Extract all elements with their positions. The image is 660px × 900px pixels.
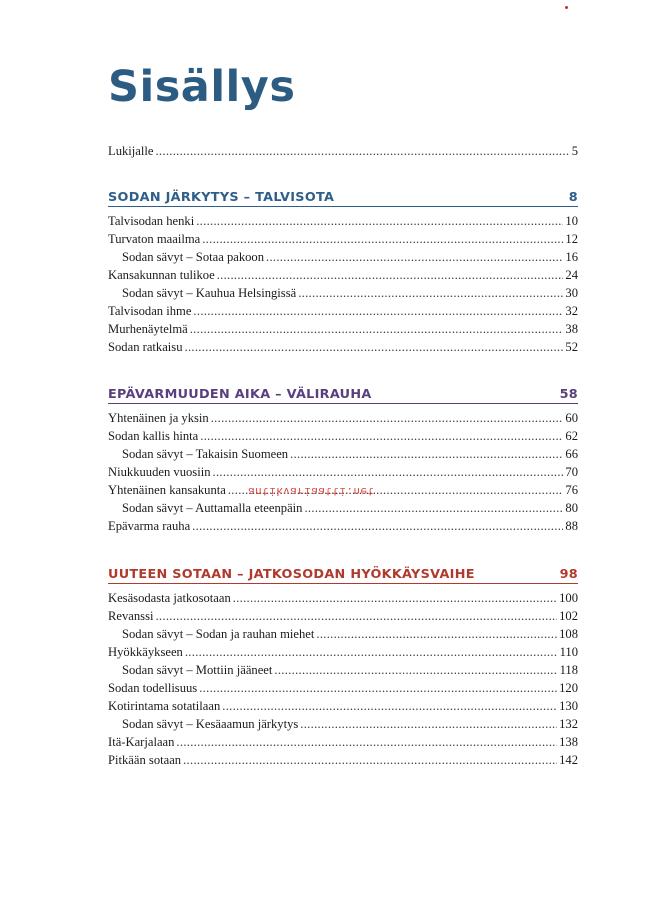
entry-label: Pitkään sotaan [108, 753, 182, 767]
leader-dots [192, 518, 563, 534]
leader-dots [298, 285, 563, 301]
entry-page: 70 [565, 465, 578, 479]
leader-dots [190, 321, 564, 337]
leader-dots [176, 734, 557, 750]
toc-subentry[interactable] [122, 716, 578, 732]
entry-label: Yhtenäinen ja yksin [108, 411, 209, 425]
entry-page: 138 [559, 735, 578, 749]
leader-dots [196, 213, 563, 229]
toc-entry[interactable] [108, 231, 578, 247]
entry-page: 5 [571, 144, 578, 158]
section-title: UUTEEN SOTAAN – JATKOSODAN HYÖKKÄYSVAIHE [108, 567, 475, 582]
toc-entry[interactable] [108, 339, 578, 355]
entry-label: Sodan sävyt – Kauhua Helsingissä [122, 286, 297, 300]
entry-page: 142 [559, 753, 578, 767]
section-page: 98 [559, 567, 578, 582]
toc-entry[interactable] [108, 303, 578, 319]
entry-page: 10 [565, 214, 578, 228]
entry-label: Itä-Karjalaan [108, 735, 175, 749]
toc-entry[interactable] [108, 680, 578, 696]
section-heading-jatkosota[interactable] [108, 567, 578, 584]
entry-page: 60 [565, 411, 578, 425]
toc-subentry[interactable] [122, 249, 578, 265]
entry-page: 102 [559, 609, 578, 623]
toc-subentry[interactable] [122, 500, 578, 516]
entry-label: Epävarma rauha [108, 519, 191, 533]
toc-subentry[interactable] [122, 446, 578, 462]
entry-label: Hyökkäykseen [108, 645, 183, 659]
leader-dots [316, 626, 557, 642]
entry-page: 66 [565, 447, 578, 461]
leader-dots [217, 267, 564, 283]
leader-dots [155, 608, 557, 624]
seller-stamp: antikvariaatti.net [248, 485, 375, 498]
leader-dots [290, 446, 563, 462]
toc-entry[interactable] [108, 752, 578, 768]
toc-entry[interactable] [108, 464, 578, 480]
entry-label: Sodan sävyt – Kesäaamun järkytys [122, 717, 299, 731]
leader-dots [185, 644, 558, 660]
entry-label: Sodan sävyt – Takaisin Suomeen [122, 447, 289, 461]
entry-page: 24 [565, 268, 578, 282]
entry-label: Kotirintama sotatilaan [108, 699, 221, 713]
toc-subentry[interactable] [122, 626, 578, 642]
toc-entry[interactable] [108, 590, 578, 606]
leader-dots [185, 339, 564, 355]
entry-page: 30 [565, 286, 578, 300]
toc-entry[interactable] [108, 428, 578, 444]
toc-entry[interactable] [108, 644, 578, 660]
leader-dots [300, 716, 557, 732]
leader-dots [211, 410, 564, 426]
leader-dots [274, 662, 557, 678]
entry-label: Talvisodan henki [108, 214, 195, 228]
leader-dots [200, 428, 563, 444]
entry-page: 88 [565, 519, 578, 533]
leader-dots [233, 590, 557, 606]
entry-page: 80 [565, 501, 578, 515]
entry-page: 38 [565, 322, 578, 336]
leader-dots [155, 143, 569, 159]
toc-subentry[interactable] [122, 285, 578, 301]
entry-page: 130 [559, 699, 578, 713]
page-title: Sisällys [108, 62, 296, 112]
entry-page: 52 [565, 340, 578, 354]
section-page: 58 [559, 387, 578, 402]
leader-dots [193, 303, 563, 319]
entry-page: 76 [565, 483, 578, 497]
toc-entry[interactable] [108, 321, 578, 337]
toc-entry[interactable] [108, 608, 578, 624]
entry-page: 16 [565, 250, 578, 264]
leader-dots [183, 752, 557, 768]
toc-entry[interactable] [108, 410, 578, 426]
entry-label: Niukkuuden vuosiin [108, 465, 211, 479]
ink-speck [565, 6, 568, 9]
section-title: EPÄVARMUUDEN AIKA – VÄLIRAUHA [108, 387, 372, 402]
entry-label: Turvaton maailma [108, 232, 201, 246]
entry-label: Sodan sävyt – Sodan ja rauhan miehet [122, 627, 315, 641]
entry-label: Lukijalle [108, 144, 154, 158]
section-page: 8 [568, 190, 578, 205]
leader-dots [213, 464, 564, 480]
entry-label: Sodan sävyt – Mottiin jääneet [122, 663, 273, 677]
entry-label: Kansakunnan tulikoe [108, 268, 215, 282]
entry-label: Sodan ratkaisu [108, 340, 183, 354]
entry-label: Sodan kallis hinta [108, 429, 199, 443]
entry-page: 62 [565, 429, 578, 443]
entry-label: Murhenäytelmä [108, 322, 188, 336]
entry-page: 12 [565, 232, 578, 246]
entry-label: Sodan sävyt – Sotaa pakoon [122, 250, 265, 264]
section-title: SODAN JÄRKYTYS – TALVISOTA [108, 190, 335, 205]
toc-subentry[interactable] [122, 662, 578, 678]
toc-entry[interactable] [108, 734, 578, 750]
entry-page: 110 [559, 645, 578, 659]
entry-page: 108 [559, 627, 578, 641]
entry-page: 132 [559, 717, 578, 731]
toc-entry[interactable] [108, 698, 578, 714]
section-heading-talvisota[interactable] [108, 190, 578, 207]
entry-page: 32 [565, 304, 578, 318]
toc-entry-intro[interactable] [108, 143, 578, 159]
leader-dots [304, 500, 563, 516]
toc-entry[interactable] [108, 213, 578, 229]
leader-dots [202, 231, 563, 247]
entry-label: Sodan todellisuus [108, 681, 198, 695]
entry-page: 100 [559, 591, 578, 605]
entry-page: 118 [559, 663, 578, 677]
entry-label: Revanssi [108, 609, 154, 623]
toc-entry[interactable] [108, 267, 578, 283]
entry-label: Yhtenäinen kansakunta [108, 483, 226, 497]
entry-label: Kesäsodasta jatkosotaan [108, 591, 231, 605]
entry-label: Talvisodan ihme [108, 304, 192, 318]
toc-entry[interactable] [108, 518, 578, 534]
leader-dots [266, 249, 563, 265]
entry-label: Sodan sävyt – Auttamalla eteenpäin [122, 501, 303, 515]
leader-dots [222, 698, 557, 714]
leader-dots [199, 680, 557, 696]
section-heading-valirauha[interactable] [108, 387, 578, 404]
entry-page: 120 [559, 681, 578, 695]
